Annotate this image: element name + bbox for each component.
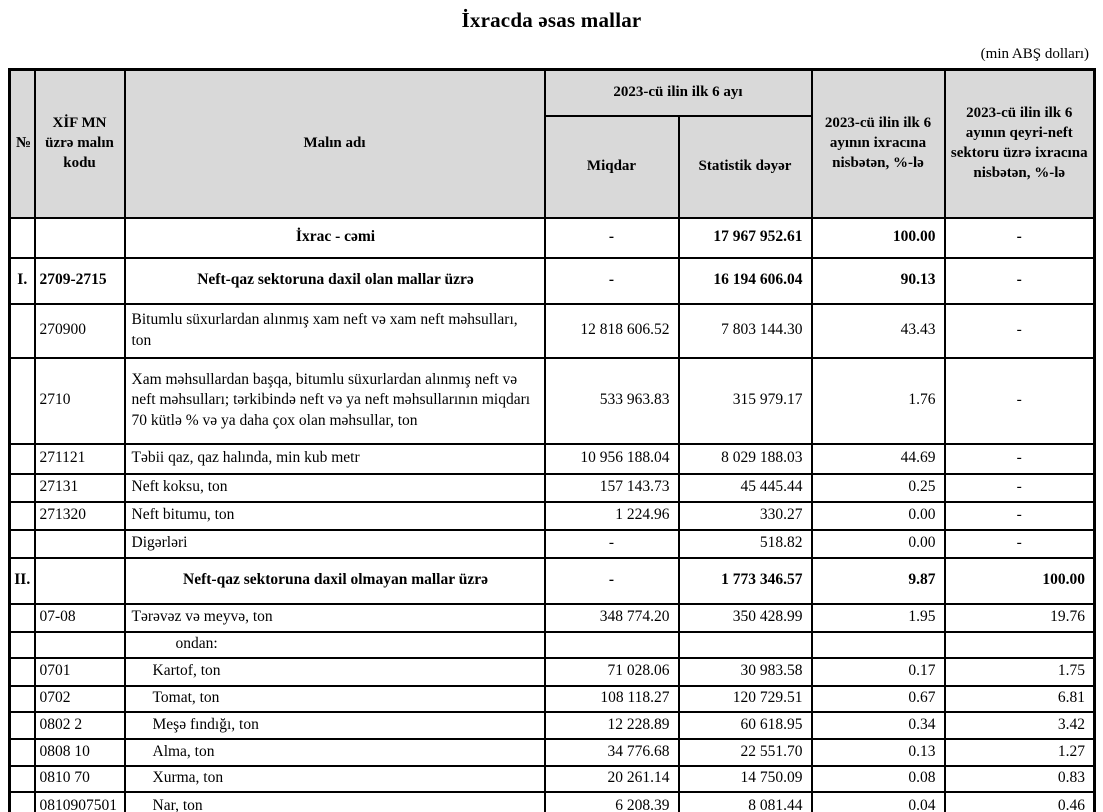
table-row [10, 658, 1095, 686]
cell-quantity: - [545, 530, 679, 558]
cell-stat-value [679, 632, 812, 658]
table-row [10, 444, 1095, 474]
header-share-nonoil: 2023-cü ilin ilk 6 ayının qeyri-neft sektoru üzrə ixracına nisbətən, %-lə [945, 70, 1095, 218]
cell-no [10, 712, 35, 739]
cell-code: 0802 2 [35, 712, 125, 739]
table-row [10, 792, 1095, 812]
cell-name: Neft-qaz sektoruna daxil olan mallar üzrə [125, 258, 545, 304]
cell-stat-value: 1 773 346.57 [679, 558, 812, 604]
cell-no [10, 739, 35, 766]
cell-quantity: - [545, 258, 679, 304]
cell-stat-value: 7 803 144.30 [679, 304, 812, 358]
cell-quantity: 12 818 606.52 [545, 304, 679, 358]
cell-code: 270900 [35, 304, 125, 358]
cell-quantity: 1 224.96 [545, 502, 679, 530]
cell-name: Xurma, ton [125, 766, 545, 792]
cell-no: I. [10, 258, 35, 304]
cell-quantity: 348 774.20 [545, 604, 679, 632]
header-name: Malın adı [125, 70, 545, 218]
header-period-group: 2023-cü ilin ilk 6 ayı [545, 70, 812, 116]
cell-quantity: 157 143.73 [545, 474, 679, 502]
table-row [10, 358, 1095, 444]
exports-table [8, 68, 1096, 812]
cell-no [10, 218, 35, 258]
cell-stat-value: 45 445.44 [679, 474, 812, 502]
cell-share-total: 0.08 [812, 766, 945, 792]
cell-share-nonoil: - [945, 218, 1095, 258]
cell-stat-value: 16 194 606.04 [679, 258, 812, 304]
cell-quantity: 34 776.68 [545, 739, 679, 766]
cell-code: 27131 [35, 474, 125, 502]
cell-name: Nar, ton [125, 792, 545, 812]
cell-code [35, 632, 125, 658]
cell-no [10, 530, 35, 558]
cell-code: 0810 70 [35, 766, 125, 792]
header-share-total: 2023-cü ilin ilk 6 ayının ixracına nisbətən, %-lə [812, 70, 945, 218]
cell-no [10, 502, 35, 530]
cell-share-total: 100.00 [812, 218, 945, 258]
cell-code: 0701 [35, 658, 125, 686]
cell-quantity: - [545, 218, 679, 258]
cell-stat-value: 350 428.99 [679, 604, 812, 632]
cell-quantity: 20 261.14 [545, 766, 679, 792]
cell-no [10, 358, 35, 444]
cell-no [10, 444, 35, 474]
cell-code: 2709-2715 [35, 258, 125, 304]
table-row [10, 632, 1095, 658]
cell-code: 0808 10 [35, 739, 125, 766]
cell-share-total: 0.13 [812, 739, 945, 766]
cell-no [10, 474, 35, 502]
cell-quantity: - [545, 558, 679, 604]
cell-name: Meşə fındığı, ton [125, 712, 545, 739]
cell-share-nonoil: 1.27 [945, 739, 1095, 766]
cell-code: 2710 [35, 358, 125, 444]
cell-share-nonoil: - [945, 444, 1095, 474]
cell-name: Neft koksu, ton [125, 474, 545, 502]
cell-stat-value: 120 729.51 [679, 686, 812, 712]
header-no: № [10, 70, 35, 218]
header-code: XİF MN üzrə malın kodu [35, 70, 125, 218]
header-stat-value: Statistik dəyər [679, 116, 812, 218]
cell-stat-value: 8 029 188.03 [679, 444, 812, 474]
cell-share-total: 0.25 [812, 474, 945, 502]
unit-note: (min ABŞ dolları) [980, 46, 1089, 62]
cell-share-total: 1.76 [812, 358, 945, 444]
table-row [10, 604, 1095, 632]
cell-share-total: 90.13 [812, 258, 945, 304]
table-row [10, 558, 1095, 604]
cell-share-nonoil: - [945, 502, 1095, 530]
cell-name: Bitumlu süxurlardan alınmış xam neft və xam neft məhsulları, ton [125, 304, 545, 358]
cell-share-nonoil: 100.00 [945, 558, 1095, 604]
cell-name: Digərləri [125, 530, 545, 558]
cell-share-nonoil: 3.42 [945, 712, 1095, 739]
cell-share-nonoil: - [945, 258, 1095, 304]
cell-share-nonoil: - [945, 530, 1095, 558]
cell-code [35, 530, 125, 558]
cell-stat-value: 22 551.70 [679, 739, 812, 766]
cell-share-total: 43.43 [812, 304, 945, 358]
cell-code: 271320 [35, 502, 125, 530]
cell-quantity [545, 632, 679, 658]
page-title: İxracda əsas mallar [461, 8, 642, 32]
cell-quantity: 10 956 188.04 [545, 444, 679, 474]
cell-stat-value: 17 967 952.61 [679, 218, 812, 258]
cell-name: Tərəvəz və meyvə, ton [125, 604, 545, 632]
cell-name: Neft bitumu, ton [125, 502, 545, 530]
table-row [10, 218, 1095, 258]
table-row [10, 766, 1095, 792]
cell-share-total: 0.04 [812, 792, 945, 812]
cell-stat-value: 60 618.95 [679, 712, 812, 739]
cell-share-total [812, 632, 945, 658]
table-row [10, 258, 1095, 304]
cell-stat-value: 518.82 [679, 530, 812, 558]
cell-name: Tomat, ton [125, 686, 545, 712]
table-header [10, 70, 1095, 218]
cell-quantity: 71 028.06 [545, 658, 679, 686]
table-body [10, 218, 1095, 812]
header-quantity: Miqdar [545, 116, 679, 218]
cell-share-nonoil: 0.46 [945, 792, 1095, 812]
cell-quantity: 533 963.83 [545, 358, 679, 444]
cell-share-nonoil: 1.75 [945, 658, 1095, 686]
table-row [10, 304, 1095, 358]
cell-no: II. [10, 558, 35, 604]
cell-code [35, 218, 125, 258]
table-row [10, 502, 1095, 530]
cell-no [10, 658, 35, 686]
table-row [10, 739, 1095, 766]
cell-quantity: 12 228.89 [545, 712, 679, 739]
cell-name: Alma, ton [125, 739, 545, 766]
cell-quantity: 6 208.39 [545, 792, 679, 812]
cell-share-nonoil: 19.76 [945, 604, 1095, 632]
cell-name: İxrac - cəmi [125, 218, 545, 258]
cell-stat-value: 8 081.44 [679, 792, 812, 812]
cell-name: Neft-qaz sektoruna daxil olmayan mallar üzrə [125, 558, 545, 604]
cell-no [10, 792, 35, 812]
cell-code: 07-08 [35, 604, 125, 632]
cell-name: Təbii qaz, qaz halında, min kub metr [125, 444, 545, 474]
cell-share-total: 0.67 [812, 686, 945, 712]
cell-share-total: 44.69 [812, 444, 945, 474]
cell-share-total: 9.87 [812, 558, 945, 604]
cell-share-total: 0.17 [812, 658, 945, 686]
cell-code [35, 558, 125, 604]
cell-code: 0702 [35, 686, 125, 712]
cell-no [10, 604, 35, 632]
cell-code: 0810907501 [35, 792, 125, 812]
cell-share-nonoil: - [945, 474, 1095, 502]
cell-share-total: 0.34 [812, 712, 945, 739]
cell-share-total: 0.00 [812, 502, 945, 530]
cell-name: Kartof, ton [125, 658, 545, 686]
cell-share-nonoil: 0.83 [945, 766, 1095, 792]
table-row [10, 530, 1095, 558]
cell-code: 271121 [35, 444, 125, 474]
table-row [10, 474, 1095, 502]
cell-no [10, 632, 35, 658]
cell-share-total: 1.95 [812, 604, 945, 632]
cell-stat-value: 14 750.09 [679, 766, 812, 792]
cell-quantity: 108 118.27 [545, 686, 679, 712]
cell-share-nonoil [945, 632, 1095, 658]
cell-name: ondan: [125, 632, 545, 658]
cell-stat-value: 330.27 [679, 502, 812, 530]
table-row [10, 712, 1095, 739]
table-row [10, 686, 1095, 712]
cell-no [10, 686, 35, 712]
cell-stat-value: 315 979.17 [679, 358, 812, 444]
cell-no [10, 766, 35, 792]
cell-name: Xam məhsullardan başqa, bitumlu süxurlardan alınmış neft və neft məhsulları; tərkibində neft və ya neft məhsullarının miqdarı 70 kütlə % və ya daha çox olan məhsullar, ton [125, 358, 545, 444]
cell-share-nonoil: - [945, 304, 1095, 358]
cell-share-total: 0.00 [812, 530, 945, 558]
cell-share-nonoil: 6.81 [945, 686, 1095, 712]
cell-share-nonoil: - [945, 358, 1095, 444]
cell-stat-value: 30 983.58 [679, 658, 812, 686]
cell-no [10, 304, 35, 358]
